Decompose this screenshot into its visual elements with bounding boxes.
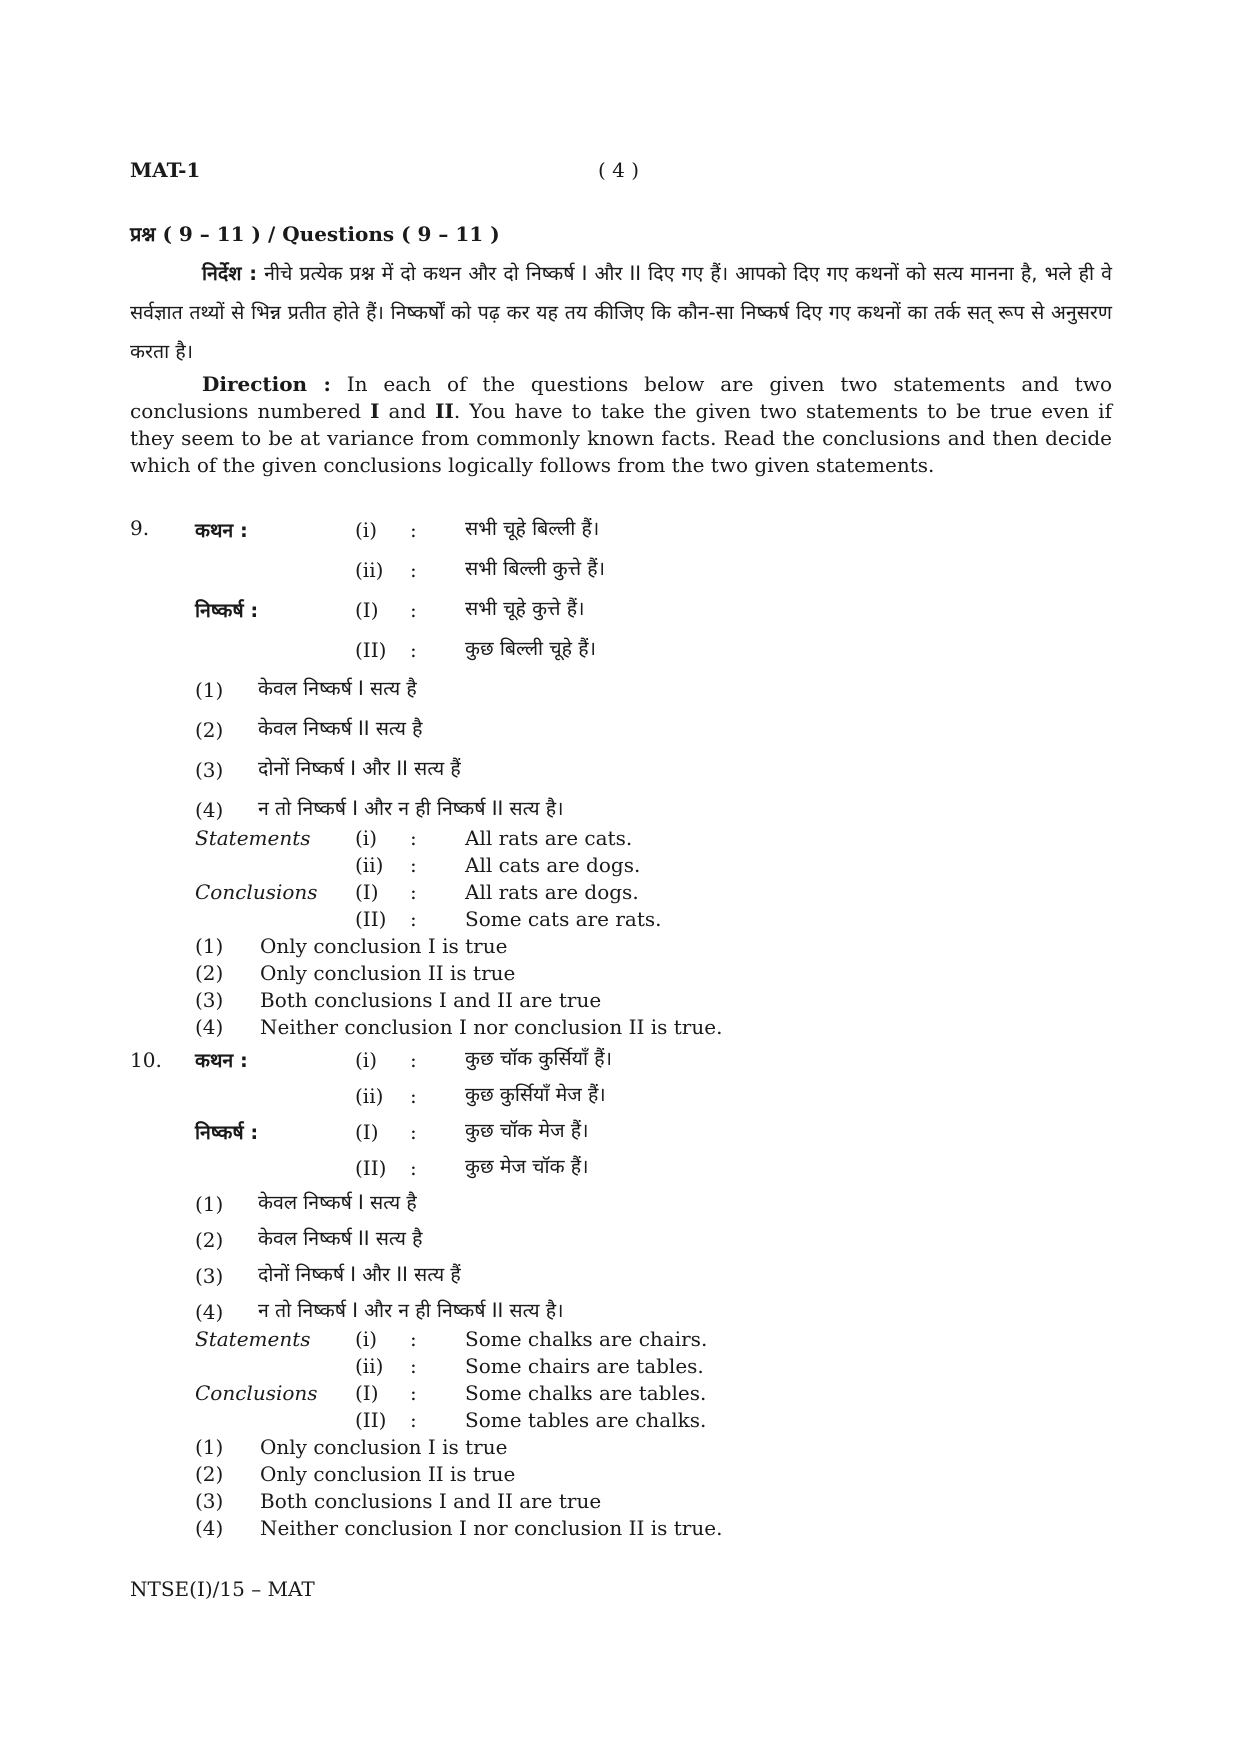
line-marker: (I) [355,880,379,904]
english-conclusion-1: Some chalks are tables. [465,1381,707,1405]
line-colon: : [410,1156,417,1180]
option-number: (3) [195,1489,224,1513]
english-option-3: Both conclusions I and II are true [260,1489,602,1513]
line-marker: (ii) [355,853,384,877]
conclusions-label-hindi: निष्कर्ष : [195,1121,259,1144]
direction-english-bold-ii: II [435,399,454,423]
line-colon: : [410,1381,417,1405]
line-marker: (ii) [355,558,384,582]
hindi-conclusion-1: सभी चूहे कुत्ते हैं। [465,597,585,620]
english-option-1: Only conclusion I is true [260,1435,508,1459]
hindi-conclusion-2: कुछ मेज चॉक हैं। [465,1155,589,1178]
english-option-4: Neither conclusion I nor conclusion II is true. [260,1516,723,1540]
direction-english [130,371,1112,479]
option-number: (4) [195,1300,224,1324]
line-marker: (ii) [355,1084,384,1108]
option-number: (1) [195,678,224,702]
direction-english-text-2: and [379,399,436,423]
hindi-option-4: न तो निष्कर्ष I और न ही निष्कर्ष II सत्य है। [258,797,564,820]
english-option-2: Only conclusion II is true [260,961,516,985]
option-number: (1) [195,1192,224,1216]
line-colon: : [410,1408,417,1432]
option-number: (2) [195,1462,224,1486]
line-colon: : [410,1327,417,1351]
line-colon: : [410,1120,417,1144]
line-colon: : [410,1084,417,1108]
line-marker: (i) [355,1048,378,1072]
line-marker: (i) [355,518,378,542]
option-number: (4) [195,798,224,822]
option-number: (1) [195,1435,224,1459]
line-marker: (II) [355,638,387,662]
option-number: (3) [195,1264,224,1288]
hindi-statement-1: सभी चूहे बिल्ली हैं। [465,517,600,540]
statements-label: Statements [195,1327,311,1351]
direction-english-label: Direction : [202,372,331,396]
line-marker: (I) [355,598,379,622]
hindi-option-4: न तो निष्कर्ष I और न ही निष्कर्ष II सत्य है। [258,1299,564,1322]
hindi-conclusion-2: कुछ बिल्ली चूहे हैं। [465,637,596,660]
english-conclusion-2: Some tables are chalks. [465,1408,707,1432]
line-marker: (II) [355,1408,387,1432]
line-marker: (i) [355,826,378,850]
english-conclusion-2: Some cats are rats. [465,907,662,931]
hindi-statement-2: कुछ कुर्सियाँ मेज हैं। [465,1083,606,1106]
english-option-1: Only conclusion I is true [260,934,508,958]
english-conclusion-1: All rats are dogs. [465,880,639,904]
question-number: 9. [130,516,150,540]
english-statement-2: Some chairs are tables. [465,1354,704,1378]
english-option-2: Only conclusion II is true [260,1462,516,1486]
line-colon: : [410,826,417,850]
line-colon: : [410,1354,417,1378]
hindi-statement-1: कुछ चॉक कुर्सियाँ हैं। [465,1047,612,1070]
line-colon: : [410,558,417,582]
option-number: (4) [195,1516,224,1540]
option-number: (4) [195,1015,224,1039]
hindi-option-2: केवल निष्कर्ष II सत्य है [258,717,423,740]
section-heading: प्रश्न ( 9 – 11 ) / Questions ( 9 – 11 ) [130,222,500,246]
option-number: (1) [195,934,224,958]
statements-label-hindi: कथन : [195,1049,248,1072]
english-option-3: Both conclusions I and II are true [260,988,602,1012]
paper-code: MAT-1 [130,158,201,182]
conclusions-label: Conclusions [195,880,318,904]
option-number: (2) [195,961,224,985]
line-marker: (I) [355,1381,379,1405]
option-number: (3) [195,758,224,782]
line-marker: (I) [355,1120,379,1144]
english-option-4: Neither conclusion I nor conclusion II is true. [260,1015,723,1039]
line-colon: : [410,1048,417,1072]
english-statement-2: All cats are dogs. [465,853,641,877]
hindi-option-3: दोनों निष्कर्ष I और II सत्य हैं [258,757,461,780]
line-marker: (II) [355,907,387,931]
direction-hindi-label: निर्देश : [202,262,257,285]
hindi-statement-2: सभी बिल्ली कुत्ते हैं। [465,557,605,580]
line-colon: : [410,598,417,622]
hindi-conclusion-1: कुछ चॉक मेज हैं। [465,1119,589,1142]
line-marker: (ii) [355,1354,384,1378]
direction-hindi-text: नीचे प्रत्येक प्रश्न में दो कथन और दो निष्कर्ष I और II दिए गए हैं। आपको दिए गए कथनों को सत्य मानना है, भले ही वे सर्वज्ञात तथ्यों से भिन्न प्रतीत होते हैं। निष्कर्षों को पढ़ कर यह तय कीजिए कि कौन-सा निष्कर्ष दिए गए कथनों का तर्क सत् रूप से अनुसरण करता है। [130,262,1113,363]
page-number: ( 4 ) [598,158,640,182]
statements-label: Statements [195,826,311,850]
line-colon: : [410,853,417,877]
line-colon: : [410,907,417,931]
hindi-option-1: केवल निष्कर्ष I सत्य है [258,1191,417,1214]
option-number: (3) [195,988,224,1012]
hindi-option-3: दोनों निष्कर्ष I और II सत्य हैं [258,1263,461,1286]
line-marker: (II) [355,1156,387,1180]
statements-label-hindi: कथन : [195,519,248,542]
conclusions-label-hindi: निष्कर्ष : [195,599,259,622]
footer-code: NTSE(I)/15 – MAT [130,1577,315,1601]
direction-english-text-1: In each of the questions below are given two statements and two conclusions numbered [130,372,1112,423]
english-statement-1: Some chalks are chairs. [465,1327,708,1351]
question-number: 10. [130,1048,162,1072]
line-colon: : [410,638,417,662]
option-number: (2) [195,718,224,742]
direction-english-bold-i: I [370,399,380,423]
line-marker: (i) [355,1327,378,1351]
hindi-option-2: केवल निष्कर्ष II सत्य है [258,1227,423,1250]
direction-hindi [130,254,1112,371]
option-number: (2) [195,1228,224,1252]
hindi-option-1: केवल निष्कर्ष I सत्य है [258,677,417,700]
line-colon: : [410,518,417,542]
conclusions-label: Conclusions [195,1381,318,1405]
direction-english-text-3: . You have to take the given two statements to be true even if they seem to be at variance from commonly known facts. Read the conclusions and then decide which of the given conclusions logically follows from the two given statements. [130,399,1112,477]
line-colon: : [410,880,417,904]
english-statement-1: All rats are cats. [465,826,633,850]
